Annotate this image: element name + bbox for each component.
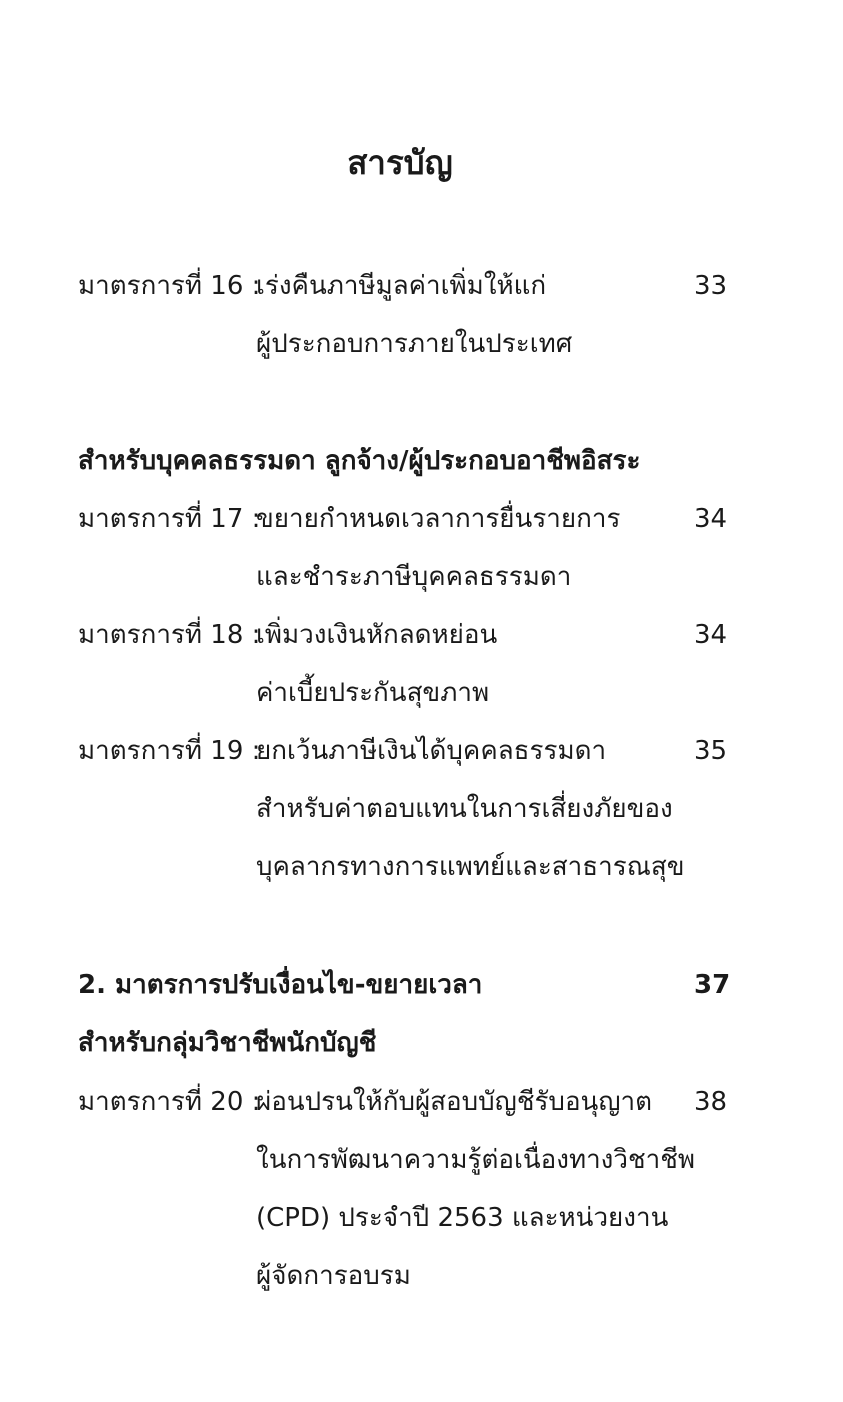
measure-description-line: ค่าเบี้ยประกันสุขภาพ xyxy=(256,678,490,708)
measure-description-line: ผ่อนปรนให้กับผู้สอบบัญชีรับอนุญาต xyxy=(256,1087,652,1117)
measure-label: มาตรการที่ 20 : xyxy=(78,1087,261,1117)
page-number: 34 xyxy=(694,620,728,650)
page-number: 38 xyxy=(694,1087,728,1117)
section-heading: 2. มาตรการปรับเงื่อนไข-ขยายเวลา xyxy=(78,970,483,1000)
measure-description-line: ผู้จัดการอบรม xyxy=(256,1261,411,1291)
measure-description-line: สำหรับค่าตอบแทนในการเสี่ยงภัยของ xyxy=(256,794,673,824)
measure-label: มาตรการที่ 17 : xyxy=(78,504,261,534)
page-title: สารบัญ xyxy=(347,143,453,182)
section-heading: สำหรับกลุ่มวิชาชีพนักบัญชี xyxy=(78,1028,377,1058)
measure-label: มาตรการที่ 18 : xyxy=(78,620,261,650)
section-heading: สำหรับบุคคลธรรมดา ลูกจ้าง/ผู้ประกอบอาชีพอิสระ xyxy=(78,446,641,476)
measure-label: มาตรการที่ 19 : xyxy=(78,736,261,766)
measure-description-line: ยกเว้นภาษีเงินได้บุคคลธรรมดา xyxy=(256,736,607,766)
measure-description-line: และชำระภาษีบุคคลธรรมดา xyxy=(256,562,572,592)
page-number: 33 xyxy=(694,271,728,301)
page-number: 35 xyxy=(694,736,728,766)
measure-description-line: ขยายกำหนดเวลาการยื่นรายการ xyxy=(256,504,621,534)
measure-description-line: บุคลากรทางการแพทย์และสาธารณสุข xyxy=(256,852,685,882)
measure-description-line: เพิ่มวงเงินหักลดหย่อน xyxy=(256,620,498,650)
measure-description-line: ในการพัฒนาความรู้ต่อเนื่องทางวิชาชีพ xyxy=(256,1145,696,1175)
measure-description-line: (CPD) ประจำปี 2563 และหน่วยงาน xyxy=(256,1203,669,1233)
page-number: 34 xyxy=(694,504,728,534)
measure-description-line: เร่งคืนภาษีมูลค่าเพิ่มให้แก่ xyxy=(256,271,547,301)
measure-description-line: ผู้ประกอบการภายในประเทศ xyxy=(256,329,573,359)
section-page-number: 37 xyxy=(694,970,731,1000)
measure-label: มาตรการที่ 16 : xyxy=(78,271,261,301)
